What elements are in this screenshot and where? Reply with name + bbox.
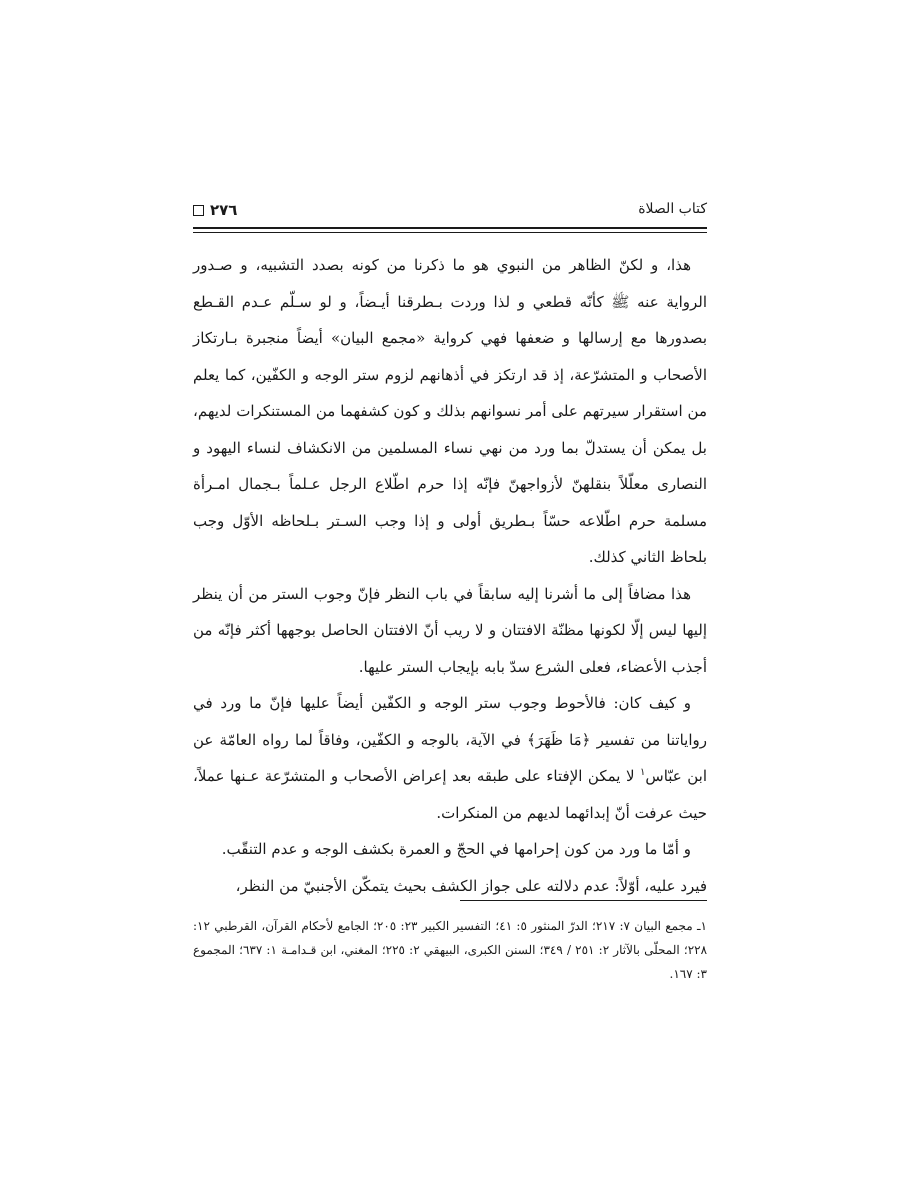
footnote-rule: [460, 900, 707, 901]
page-number-group: [193, 201, 237, 219]
book-title: كتاب الصلاة: [638, 201, 707, 217]
header-rule-thin: [193, 232, 707, 233]
footnote-text: ١ـ مجمع البيان ٧: ٢١٧؛ الدرّ المنثور ٥: ٤١؛ التفسير الكبير ٢٣: ٢٠٥؛ الجامع لأحكام القرآن، القرطبي ١٢: ٢٢٨؛ المحلّى بالآثار ٢: ٢٥١ / ٣٤٩؛ السنن الكبرى، البيهقي ٢: ٢٢٥؛ المغني، ابن قـدامـة ١: ٦٣٧؛ المجموع ٣: ١٦٧.: [193, 919, 708, 981]
footnote: [193, 914, 707, 986]
footnote-reference[interactable]: ١: [640, 767, 646, 778]
square-box-icon: [193, 205, 204, 216]
paragraph-3-text-a: و كيف كان: فالأحوط وجوب ستر الوجه و الكفّين أيضاً عليها فإنّ ما ورد في رواياتنا من تفسير ﴿مَا ظَهَرَ﴾ في الآية، بالوجه و الكفّين، وفاقاً لما رواه العامّة عن ابن عبّاس: [193, 694, 708, 785]
body-text: [193, 247, 707, 904]
page-number: ٢٧٦: [210, 201, 238, 219]
running-header: [193, 201, 707, 225]
header-rule-thick: [193, 227, 707, 229]
paragraph-1: هذا، و لكنّ الظاهر من النبوي هو ما ذكرنا من كونه بصدد التشبيه، و صـدور الرواية عنه ﷺ كأنّه قطعي و لذا وردت بـطرقنا أيـضاً، و لو سـلّم عـدم القـطع بصدورها مع إرسالها و ضعفها فهي كرواية «مجمع البيان» أيضاً منجبرة بـارتكاز الأصحاب و المتشرّعة، إذ قد ارتكز في أذهانهم لزوم ستر الوجه و الكفّين، كما يعلم من استقرار سيرتهم على أمر نسوانهم بذلك و كون كشفهما من المستنكرات لديهم، بل يمكن أن يستدلّ بما ورد من نهي نساء المسلمين من الانكشاف لنساء اليهود و النصارى معلّلاً بنقلهنّ لأزواجهنّ فإنّه إذا حرم اطّلاع الرجل عـلماً بـجمال امـرأة مسلمة حرم اطّلاعه حسّاً بـطريق أولى و إذا وجب السـتر بـلحاظه الأوّل وجب بلحاظ الثاني كذلك.: [193, 256, 707, 566]
paragraph-4: و أمّا ما ورد من كون إحرامها في الحجّ و العمرة بكشف الوجه و عدم التنقّب.: [221, 840, 691, 858]
paragraph-3: [193, 685, 707, 831]
paragraph-5: فيرد عليه، أوّلاً: عدم دلالته على جواز الكشف بحيث يتمكّن الأجنبيّ من النظر،: [235, 876, 707, 895]
paragraph-3-text-b: لا يمكن الإفتاء على طبقه بعد إعراض الأصحاب و المتشرّعة عـنها عملاً، حيث عرفت أنّ إبدائهما لديهم من المنكرات.: [193, 767, 707, 822]
paragraph-2: هذا مضافاً إلى ما أشرنا إليه سابقاً في باب النظر فإنّ وجوب الستر من أن ينظر إليها ليس إلّا لكونها مظنّة الافتتان و لا ريب أنّ الافتتان الحاصل بوجهها أكثر فإنّه من أجذب الأعضاء، فعلى الشرع سدّ بابه بإيجاب الستر عليها.: [193, 584, 707, 676]
